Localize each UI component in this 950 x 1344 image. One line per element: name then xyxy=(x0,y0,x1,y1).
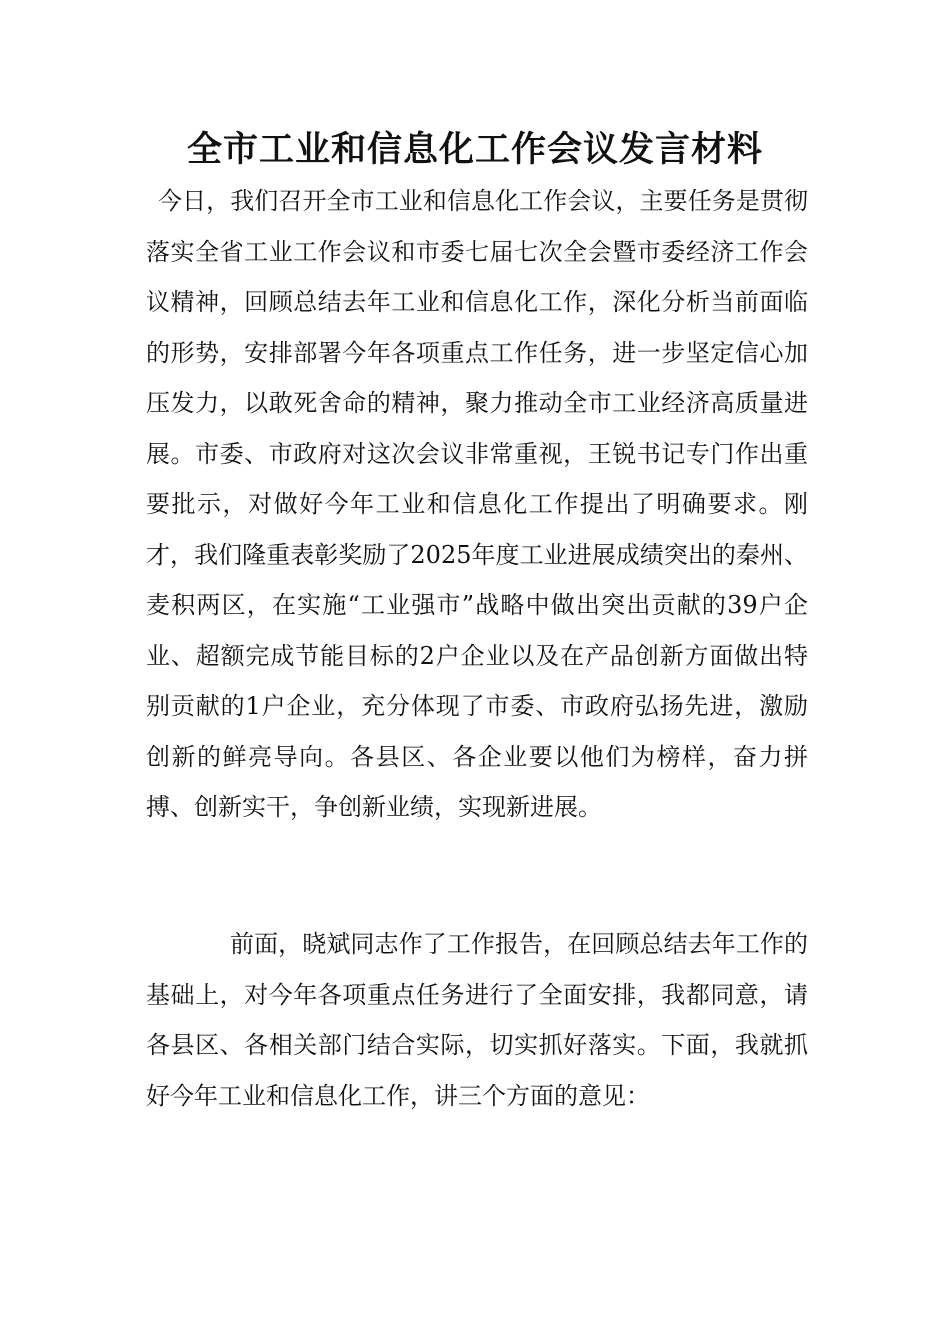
body-paragraph-2: 前面，晓斌同志作了工作报告，在回顾总结去年工作的基础上，对今年各项重点任务进行了全面安排，我都同意，请各县区、各相关部门结合实际，切实抓好落实。下面，我就抓好今年工业和信息化工作，讲三个方面的意见： xyxy=(146,930,808,1110)
body-paragraph-1: 今日，我们召开全市工业和信息化工作会议，主要任务是贯彻落实全省工业工作会议和市委七届七次全会暨市委经济工作会议精神，回顾总结去年工业和信息化工作，深化分析当前面临的形势，安排部署今年各项重点工作任务，进一步坚定信心加压发力，以敢死舍命的精神，聚力推动全市工业经济高质量进展。市委、市政府对这次会议非常重视，王锐书记专门作出重要批示，对做好今年工业和信息化工作提出了明确要求。刚才，我们隆重表彰奖励了2025年度工业进展成绩突出的秦州、麦积两区，在实施“工业强市”战略中做出突出贡献的39户企业、超额完成节能目标的2户企业以及在产品创新方面做出特别贡献的1户企业，充分体现了市委、市政府弘扬先进，激励创新的鲜亮导向。各县区、各企业要以他们为榜样，奋力拼搏、创新实干，争创新业绩，实现新进展。 xyxy=(146,187,808,821)
document-title: 全市工业和信息化工作会议发言材料 xyxy=(186,130,763,170)
